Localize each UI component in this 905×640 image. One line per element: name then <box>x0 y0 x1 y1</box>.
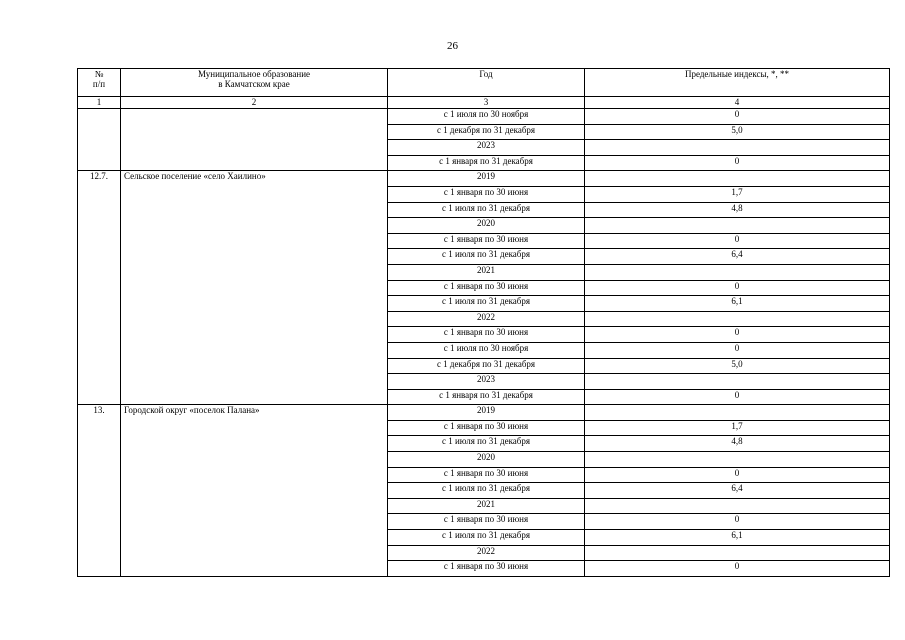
index-value-cell: 0 <box>585 561 890 577</box>
period-cell: 2022 <box>388 311 585 327</box>
column-number: 3 <box>388 97 585 109</box>
period-cell: 2022 <box>388 545 585 561</box>
period-cell: с 1 января по 30 июня <box>388 514 585 530</box>
column-number: 2 <box>121 97 388 109</box>
period-cell: с 1 января по 30 июня <box>388 327 585 343</box>
period-cell: с 1 января по 30 июня <box>388 467 585 483</box>
header-number-line2: п/п <box>92 79 106 89</box>
row-number: 12.7. <box>78 171 121 405</box>
column-number: 1 <box>78 97 121 109</box>
index-value-cell <box>585 374 890 390</box>
index-value-cell <box>585 218 890 234</box>
index-value-cell <box>585 498 890 514</box>
header-number-line1: № <box>94 69 104 79</box>
index-value-cell: 1,7 <box>585 420 890 436</box>
header-municipality-line1: Муниципальное образование <box>197 69 311 79</box>
index-value-cell: 0 <box>585 389 890 405</box>
column-numbers-row <box>78 97 890 109</box>
period-cell: с 1 декабря по 31 декабря <box>388 358 585 374</box>
period-cell: 2023 <box>388 374 585 390</box>
index-value-cell <box>585 311 890 327</box>
index-value-cell: 4,8 <box>585 202 890 218</box>
index-value-cell: 1,7 <box>585 186 890 202</box>
index-value-cell: 6,4 <box>585 249 890 265</box>
header-municipality <box>121 69 388 97</box>
page-number: 26 <box>447 40 458 52</box>
index-value-cell: 5,0 <box>585 124 890 140</box>
column-number: 4 <box>585 97 890 109</box>
period-cell: с 1 июля по 31 декабря <box>388 483 585 499</box>
table-row <box>78 405 890 421</box>
index-value-cell: 0 <box>585 327 890 343</box>
index-value-cell <box>585 140 890 156</box>
period-cell: с 1 января по 30 июня <box>388 420 585 436</box>
index-value-cell: 0 <box>585 467 890 483</box>
municipality-name: Городской округ «поселок Палана» <box>121 405 388 577</box>
period-cell: с 1 декабря по 31 декабря <box>388 124 585 140</box>
index-value-cell <box>585 171 890 187</box>
table-body <box>78 109 890 577</box>
period-cell: с 1 января по 30 июня <box>388 186 585 202</box>
table-row <box>78 109 890 125</box>
period-cell: 2019 <box>388 405 585 421</box>
tariff-indices-table <box>77 68 890 577</box>
index-value-cell: 6,1 <box>585 296 890 312</box>
period-cell: 2020 <box>388 218 585 234</box>
period-cell: с 1 января по 31 декабря <box>388 389 585 405</box>
period-cell: с 1 января по 30 июня <box>388 561 585 577</box>
period-cell: с 1 июля по 31 декабря <box>388 530 585 546</box>
period-cell: с 1 июля по 30 ноября <box>388 109 585 125</box>
index-value-cell: 6,1 <box>585 530 890 546</box>
period-cell: 2023 <box>388 140 585 156</box>
period-cell: с 1 января по 30 июня <box>388 280 585 296</box>
period-cell: 2021 <box>388 264 585 280</box>
index-value-cell: 0 <box>585 233 890 249</box>
index-value-cell: 0 <box>585 280 890 296</box>
index-value-cell: 4,8 <box>585 436 890 452</box>
municipality-name <box>121 109 388 171</box>
index-value-cell: 0 <box>585 109 890 125</box>
index-value-cell: 5,0 <box>585 358 890 374</box>
index-value-cell <box>585 452 890 468</box>
index-value-cell <box>585 264 890 280</box>
header-number <box>78 69 121 97</box>
period-cell: с 1 июля по 31 декабря <box>388 202 585 218</box>
index-value-cell: 0 <box>585 155 890 171</box>
period-cell: с 1 января по 30 июня <box>388 233 585 249</box>
period-cell: с 1 июля по 31 декабря <box>388 436 585 452</box>
index-value-cell <box>585 405 890 421</box>
period-cell: с 1 июля по 30 ноября <box>388 342 585 358</box>
index-value-cell <box>585 545 890 561</box>
index-value-cell: 0 <box>585 514 890 530</box>
header-municipality-line2: в Камчатском крае <box>218 79 290 89</box>
period-cell: с 1 июля по 31 декабря <box>388 296 585 312</box>
index-value-cell: 6,4 <box>585 483 890 499</box>
header-indices: Предельные индексы, *, ** <box>585 69 890 97</box>
period-cell: с 1 января по 31 декабря <box>388 155 585 171</box>
period-cell: 2019 <box>388 171 585 187</box>
row-number <box>78 109 121 171</box>
municipality-name: Сельское поселение «село Хаилино» <box>121 171 388 405</box>
period-cell: 2020 <box>388 452 585 468</box>
period-cell: 2021 <box>388 498 585 514</box>
index-value-cell: 0 <box>585 342 890 358</box>
row-number: 13. <box>78 405 121 577</box>
table-header-row <box>78 69 890 97</box>
table-row <box>78 171 890 187</box>
header-year: Год <box>388 69 585 97</box>
period-cell: с 1 июля по 31 декабря <box>388 249 585 265</box>
